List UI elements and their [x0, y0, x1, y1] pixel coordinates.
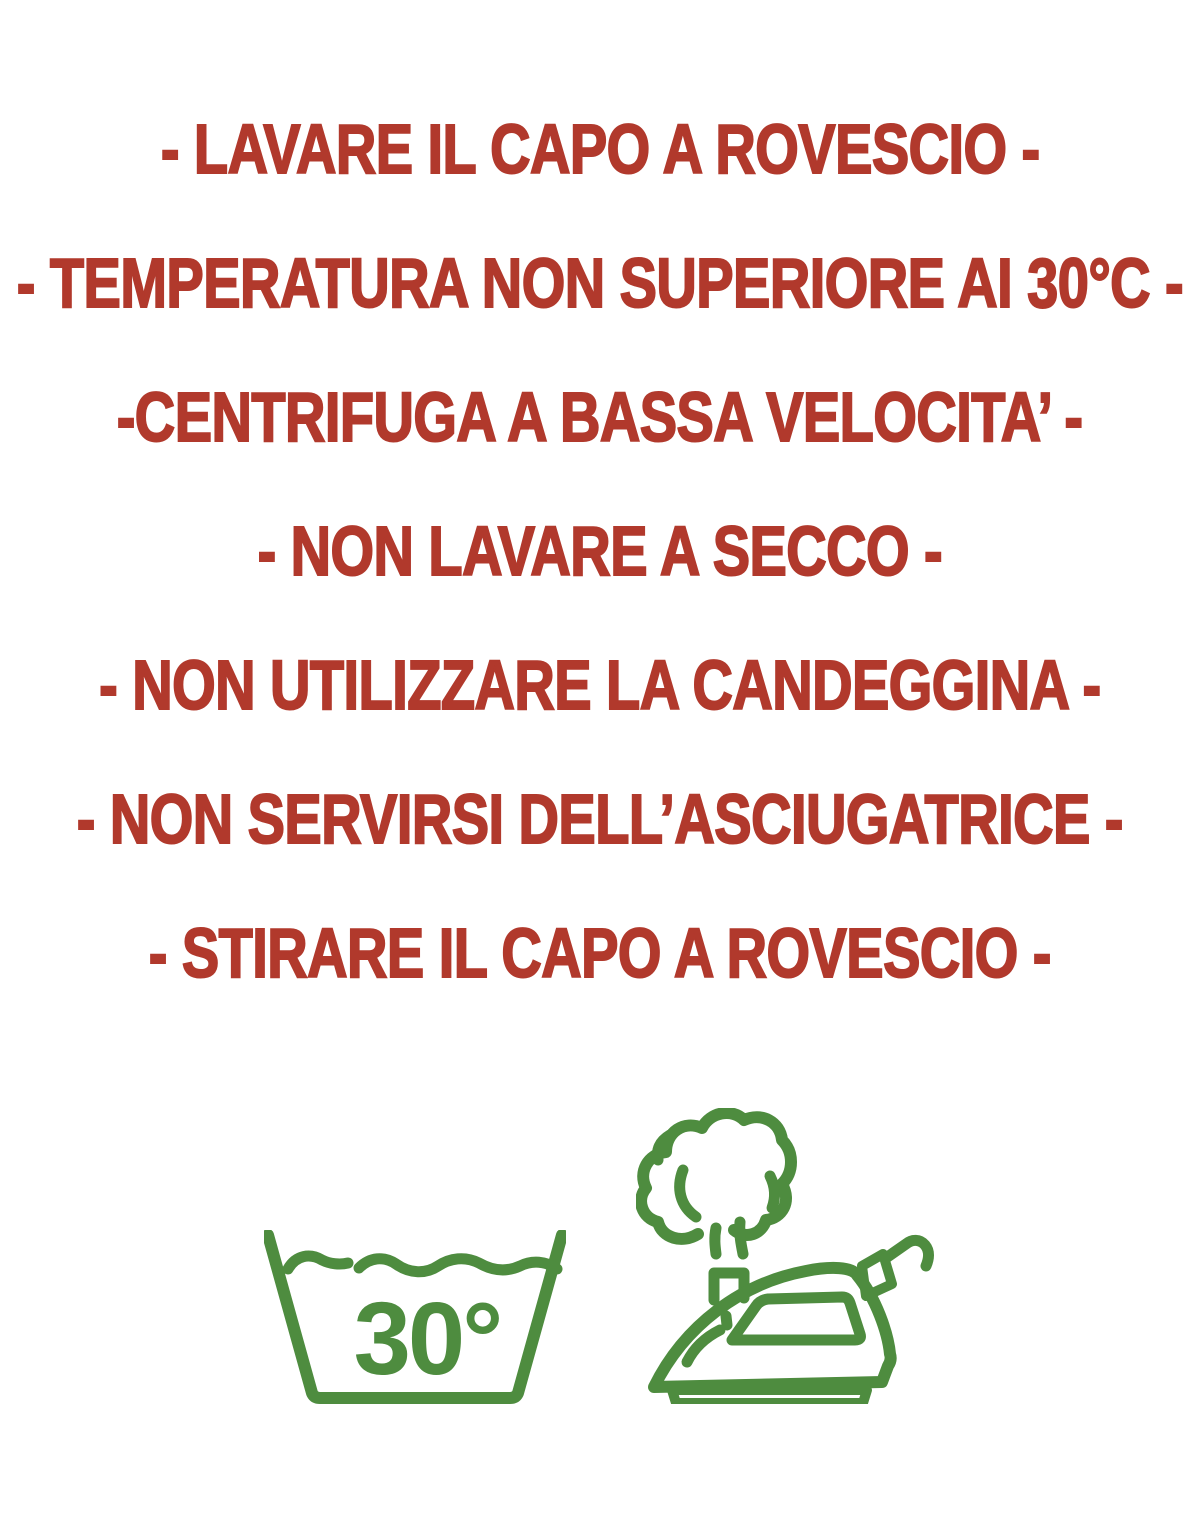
basin-waterline-main [359, 1259, 557, 1272]
care-instruction-line [0, 886, 1200, 1020]
care-instruction-text: - NON UTILIZZARE LA CANDEGGINA - [99, 646, 1101, 724]
iron-spray-dot [726, 1316, 727, 1325]
care-instruction-text: - NON SERVIRSI DELL’ASCIUGATRICE - [76, 780, 1124, 858]
steam-stem-left [715, 1228, 716, 1254]
wash-basin-30-icon [264, 1230, 566, 1404]
basin-temperature-label: 30° [353, 1281, 501, 1396]
care-instruction-line [0, 216, 1200, 350]
care-instruction-line [0, 752, 1200, 886]
care-instruction-text: - STIRARE IL CAPO A ROVESCIO - [148, 914, 1052, 992]
care-instruction-text: - TEMPERATURA NON SUPERIORE AI 30°C - [16, 244, 1184, 322]
iron-base-plate [672, 1390, 867, 1403]
steam-cloud-accent-middle [680, 1170, 696, 1217]
care-instruction-line [0, 350, 1200, 484]
laundry-icons-row [0, 1108, 1200, 1404]
iron-cord [886, 1240, 929, 1266]
care-instruction-line [0, 484, 1200, 618]
basin-waterline-left [288, 1256, 348, 1269]
care-instruction-text: - LAVARE IL CAPO A ROVESCIO - [160, 110, 1040, 188]
steam-stem-right [740, 1222, 743, 1254]
care-instruction-line [0, 618, 1200, 752]
care-instruction-text: - NON LAVARE A SECCO - [257, 512, 943, 590]
care-instruction-text: -CENTRIFUGA A BASSA VELOCITA’ - [117, 378, 1083, 456]
steam-cloud-accent-right [770, 1176, 775, 1208]
steam-iron-icon [636, 1108, 936, 1404]
care-instruction-line [0, 82, 1200, 216]
iron-handle-cutout [732, 1297, 860, 1340]
